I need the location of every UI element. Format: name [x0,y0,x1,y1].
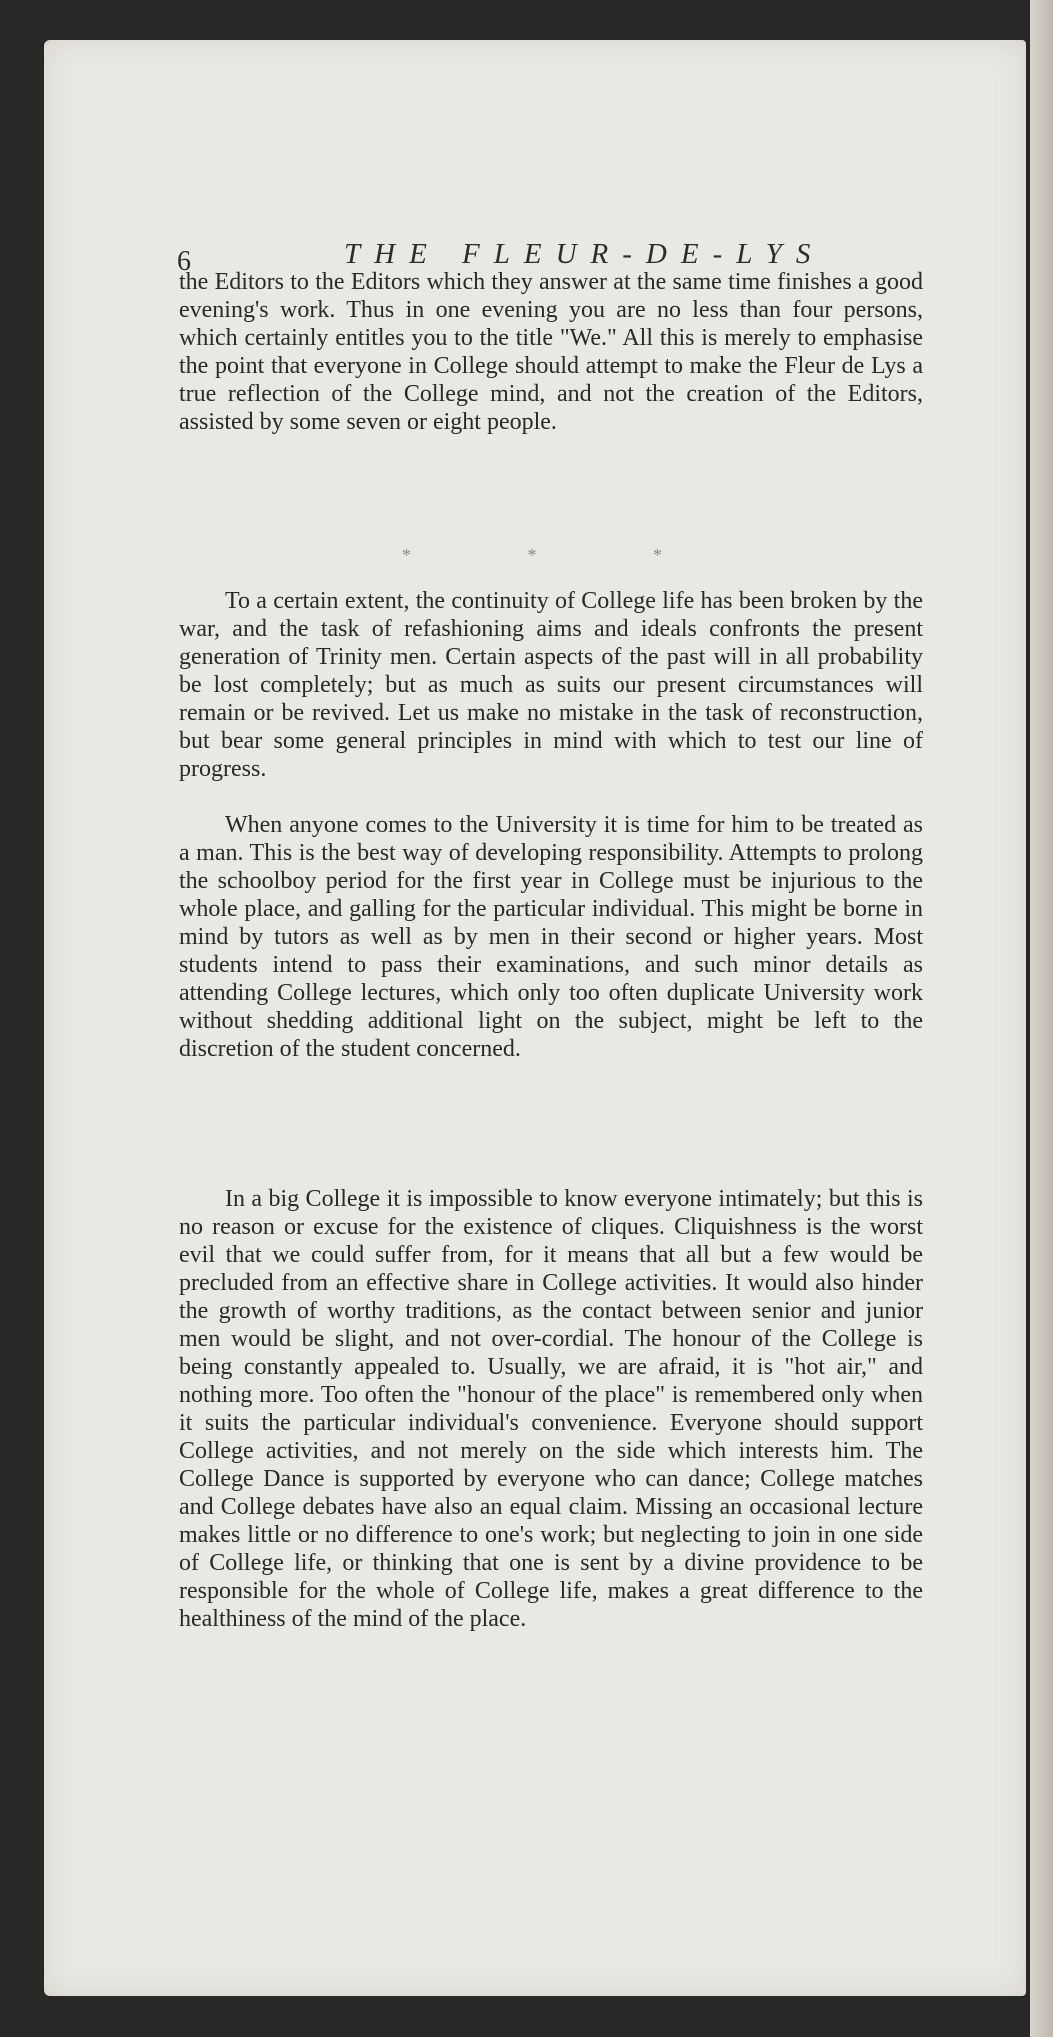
paragraph-university [179,811,923,1063]
paragraph-continuation [179,268,923,436]
paragraph-continuity [179,587,923,783]
paragraph-text: the Editors to the Editors which they answer at the same time finishes a good evening's work. Thus in one evening you are no less than four persons, which certainly entitles you to the title "We." All this is merely to emphasise the point that everyone in College should attempt to make the Fleur de Lys a true reflection of the College mind, and not the creation of the Editors, assisted by some seven or eight people. [179,269,923,435]
page-number: 6 [177,246,191,277]
paragraph-text: To a certain extent, the continuity of College life has been broken by the war, and the task of refashioning aims and ideals confronts the present generation of Trinity men. Certain aspects of the past will in all probability be lost completely; but as much as suits our present circumstances will remain or be revived. Let us make no mistake in the task of reconstruction, but bear some general principles in mind with which to test our line of progress. [179,588,923,782]
adjacent-page-edge [1030,0,1053,2037]
paragraph-text: In a big College it is impossible to know everyone intimately; but this is no reason or excuse for the existence of cliques. Cliquishness is the worst evil that we could suffer from, for it means that all but a few would be precluded from an effective share in College activities. It would also hinder the growth of worthy traditions, as the contact between senior and junior men would be slight, and not over-cordial. The honour of the College is being constantly appealed to. Usually, we are afraid, it is "hot air," and nothing more. Too often the "honour of the place" is remembered only when it suits the particular individual's convenience. Everyone should support College activities, and not merely on the side which interests him. The College Dance is supported by everyone who can dance; College matches and College debates have also an equal claim. Missing an occasional lecture makes little or no difference to one's work; but neglecting to join in one side of College life, or thinking that one is sent by a divine providence to be responsible for the whole of College life, makes a great difference to the healthiness of the mind of the place. [179,1186,923,1632]
separator-star: * [653,545,668,565]
separator-star: * [402,545,417,565]
paragraph-cliques [179,1185,923,1633]
paragraph-text: When anyone comes to the University it is time for him to be treated as a man. This is the best way of developing responsibility. Attempts to prolong the schoolboy period for the first year in College must be injurious to the whole place, and galling for the particular individual. This might be borne in mind by tutors as well as by men in their second or higher years. Most students intend to pass their examinations, and such minor details as attending College lectures, which only too often duplicate University work without shedding additional light on the subject, might be left to the discretion of the student concerned. [179,812,923,1062]
document-page [44,40,1026,1996]
running-title: THE FLEUR-DE-LYS [344,238,825,270]
section-separator [44,545,1026,566]
page-header [44,208,1026,277]
separator-star: * [527,545,543,565]
